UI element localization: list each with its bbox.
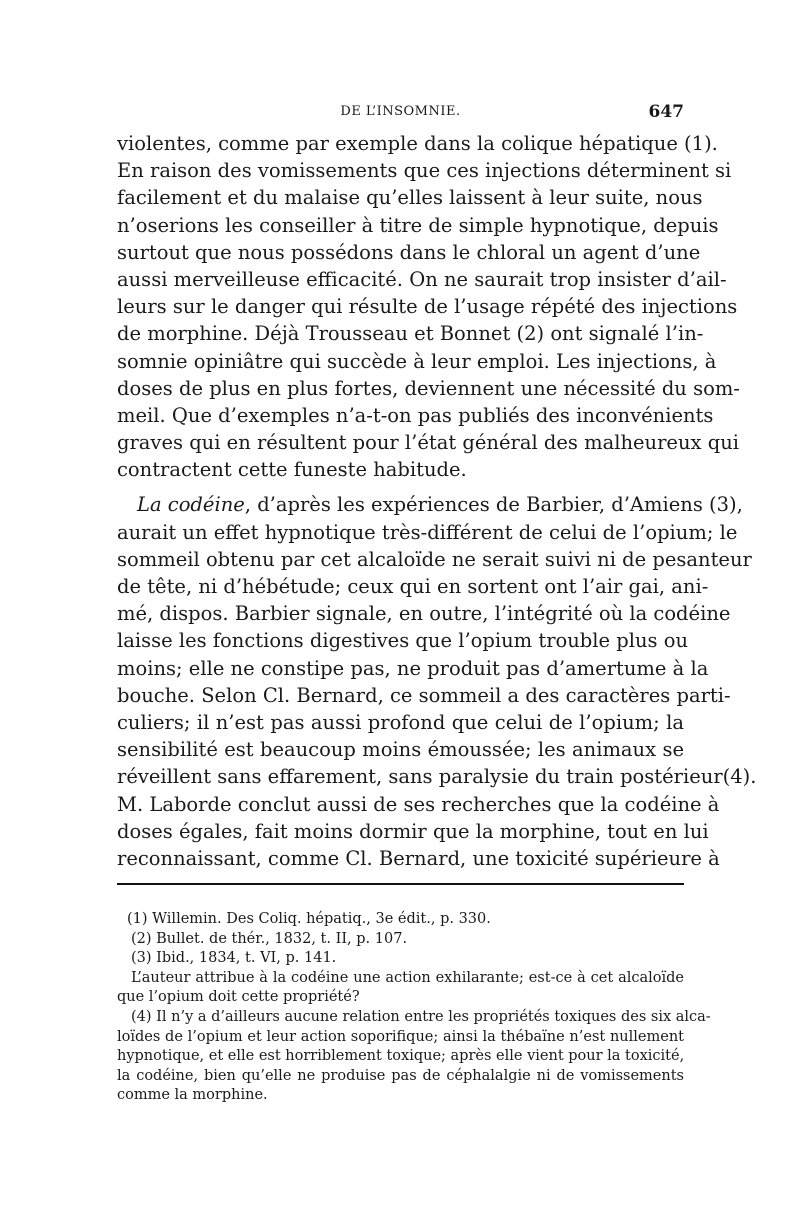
text-line: aurait un effet hypnotique très-différent de celui de l’opium; le bbox=[117, 520, 738, 544]
text-line: violentes, comme par exemple dans la colique hépatique (1). bbox=[117, 132, 718, 155]
text-line: doses de plus en plus fortes, deviennent une nécessité du som- bbox=[117, 376, 740, 400]
text-line: moins; elle ne constipe pas, ne produit pas d’amertume à la bbox=[117, 656, 709, 680]
text-line: surtout que nous possédons dans le chloral un agent d’une bbox=[117, 240, 701, 264]
text-line: de tête, ni d’hébétude; ceux qui en sortent ont l’air gai, ani- bbox=[117, 575, 709, 598]
text-line: sensibilité est beaucoup moins émoussée; les animaux se bbox=[117, 738, 684, 762]
codeine-emphasis: La codéine bbox=[137, 493, 245, 517]
text-line: facilement et du malaise qu’elles laissent à leur suite, nous bbox=[117, 186, 703, 210]
footnote-line: que l’opium doit cette propriété? bbox=[117, 989, 360, 1006]
text-line: n’oserions les conseiller à titre de simple hypnotique, depuis bbox=[117, 213, 719, 237]
page-number: 647 bbox=[648, 102, 684, 122]
footnote-line: hypnotique, et elle est horriblement toxique; après elle vient pour la toxicité, bbox=[117, 1048, 685, 1065]
text-line: reconnaissant, comme Cl. Bernard, une toxicité supérieure à bbox=[117, 846, 720, 870]
text-line: aussi merveilleuse efficacité. On ne saurait trop insister d’ail- bbox=[117, 267, 727, 291]
footnote-line: (4) Il n’y a d’ailleurs aucune relation entre les propriétés toxiques des six alca- bbox=[131, 1008, 711, 1025]
text-line: contractent cette funeste habitude. bbox=[117, 458, 467, 482]
footnote-line: L’auteur attribue à la codéine une action exhilarante; est-ce à cet alcaloïde bbox=[131, 969, 684, 986]
text-line: meil. Que d’exemples n’a-t-on pas publiés des inconvénients bbox=[117, 403, 714, 427]
text-line: culiers; il n’est pas aussi profond que celui de l’opium; la bbox=[117, 710, 684, 734]
page-header bbox=[117, 102, 684, 126]
running-head: DE L’INSOMNIE. bbox=[340, 104, 461, 119]
text-line: En raison des vomissements que ces injections déterminent si bbox=[117, 159, 732, 183]
text-line: laisse les fonctions digestives que l’opium trouble plus ou bbox=[117, 629, 689, 653]
text-line: leurs sur le danger qui résulte de l’usage répété des injections bbox=[117, 295, 738, 319]
body-text bbox=[117, 130, 757, 872]
text-line: doses égales, fait moins dormir que la morphine, tout en lui bbox=[117, 819, 709, 843]
footnote-rule bbox=[117, 883, 684, 885]
text-line: La codéine, d’après les expériences de Barbier, d’Amiens (3), bbox=[137, 493, 743, 517]
footnote-line: (3) Ibid., 1834, t. VI, p. 141. bbox=[131, 950, 337, 967]
footnote-line: la codéine, bien qu’elle ne produise pas de céphalalgie ni de vomissements bbox=[117, 1067, 684, 1084]
paragraph-break bbox=[117, 483, 684, 491]
footnotes bbox=[117, 910, 711, 1106]
footnote-line: comme la morphine. bbox=[117, 1087, 268, 1104]
text-line: M. Laborde conclut aussi de ses recherches que la codéine à bbox=[117, 792, 720, 816]
footnote-line: loïdes de l’opium et leur action soporifique; ainsi la thébaïne n’est nullement bbox=[117, 1028, 684, 1045]
footnote-line: (2) Bullet. de thér., 1832, t. II, p. 107. bbox=[131, 930, 408, 947]
text-line: de morphine. Déjà Trousseau et Bonnet (2) ont signalé l’in- bbox=[117, 322, 704, 346]
text-line: somnie opiniâtre qui succède à leur emploi. Les injections, à bbox=[117, 349, 717, 373]
text-line: sommeil obtenu par cet alcaloïde ne serait suivi ni de pesanteur bbox=[117, 547, 752, 571]
text-line: réveillent sans effarement, sans paralysie du train postérieur(4). bbox=[117, 765, 757, 789]
text-line: graves qui en résultent pour l’état général des malheureux qui bbox=[117, 431, 740, 455]
text-line: bouche. Selon Cl. Bernard, ce sommeil a des caractères parti- bbox=[117, 683, 731, 707]
text-line: mé, dispos. Barbier signale, en outre, l’intégrité où la codéine bbox=[117, 602, 731, 626]
footnote-line: (1) Willemin. Des Coliq. hépatiq., 3e édit., p. 330. bbox=[127, 911, 491, 927]
